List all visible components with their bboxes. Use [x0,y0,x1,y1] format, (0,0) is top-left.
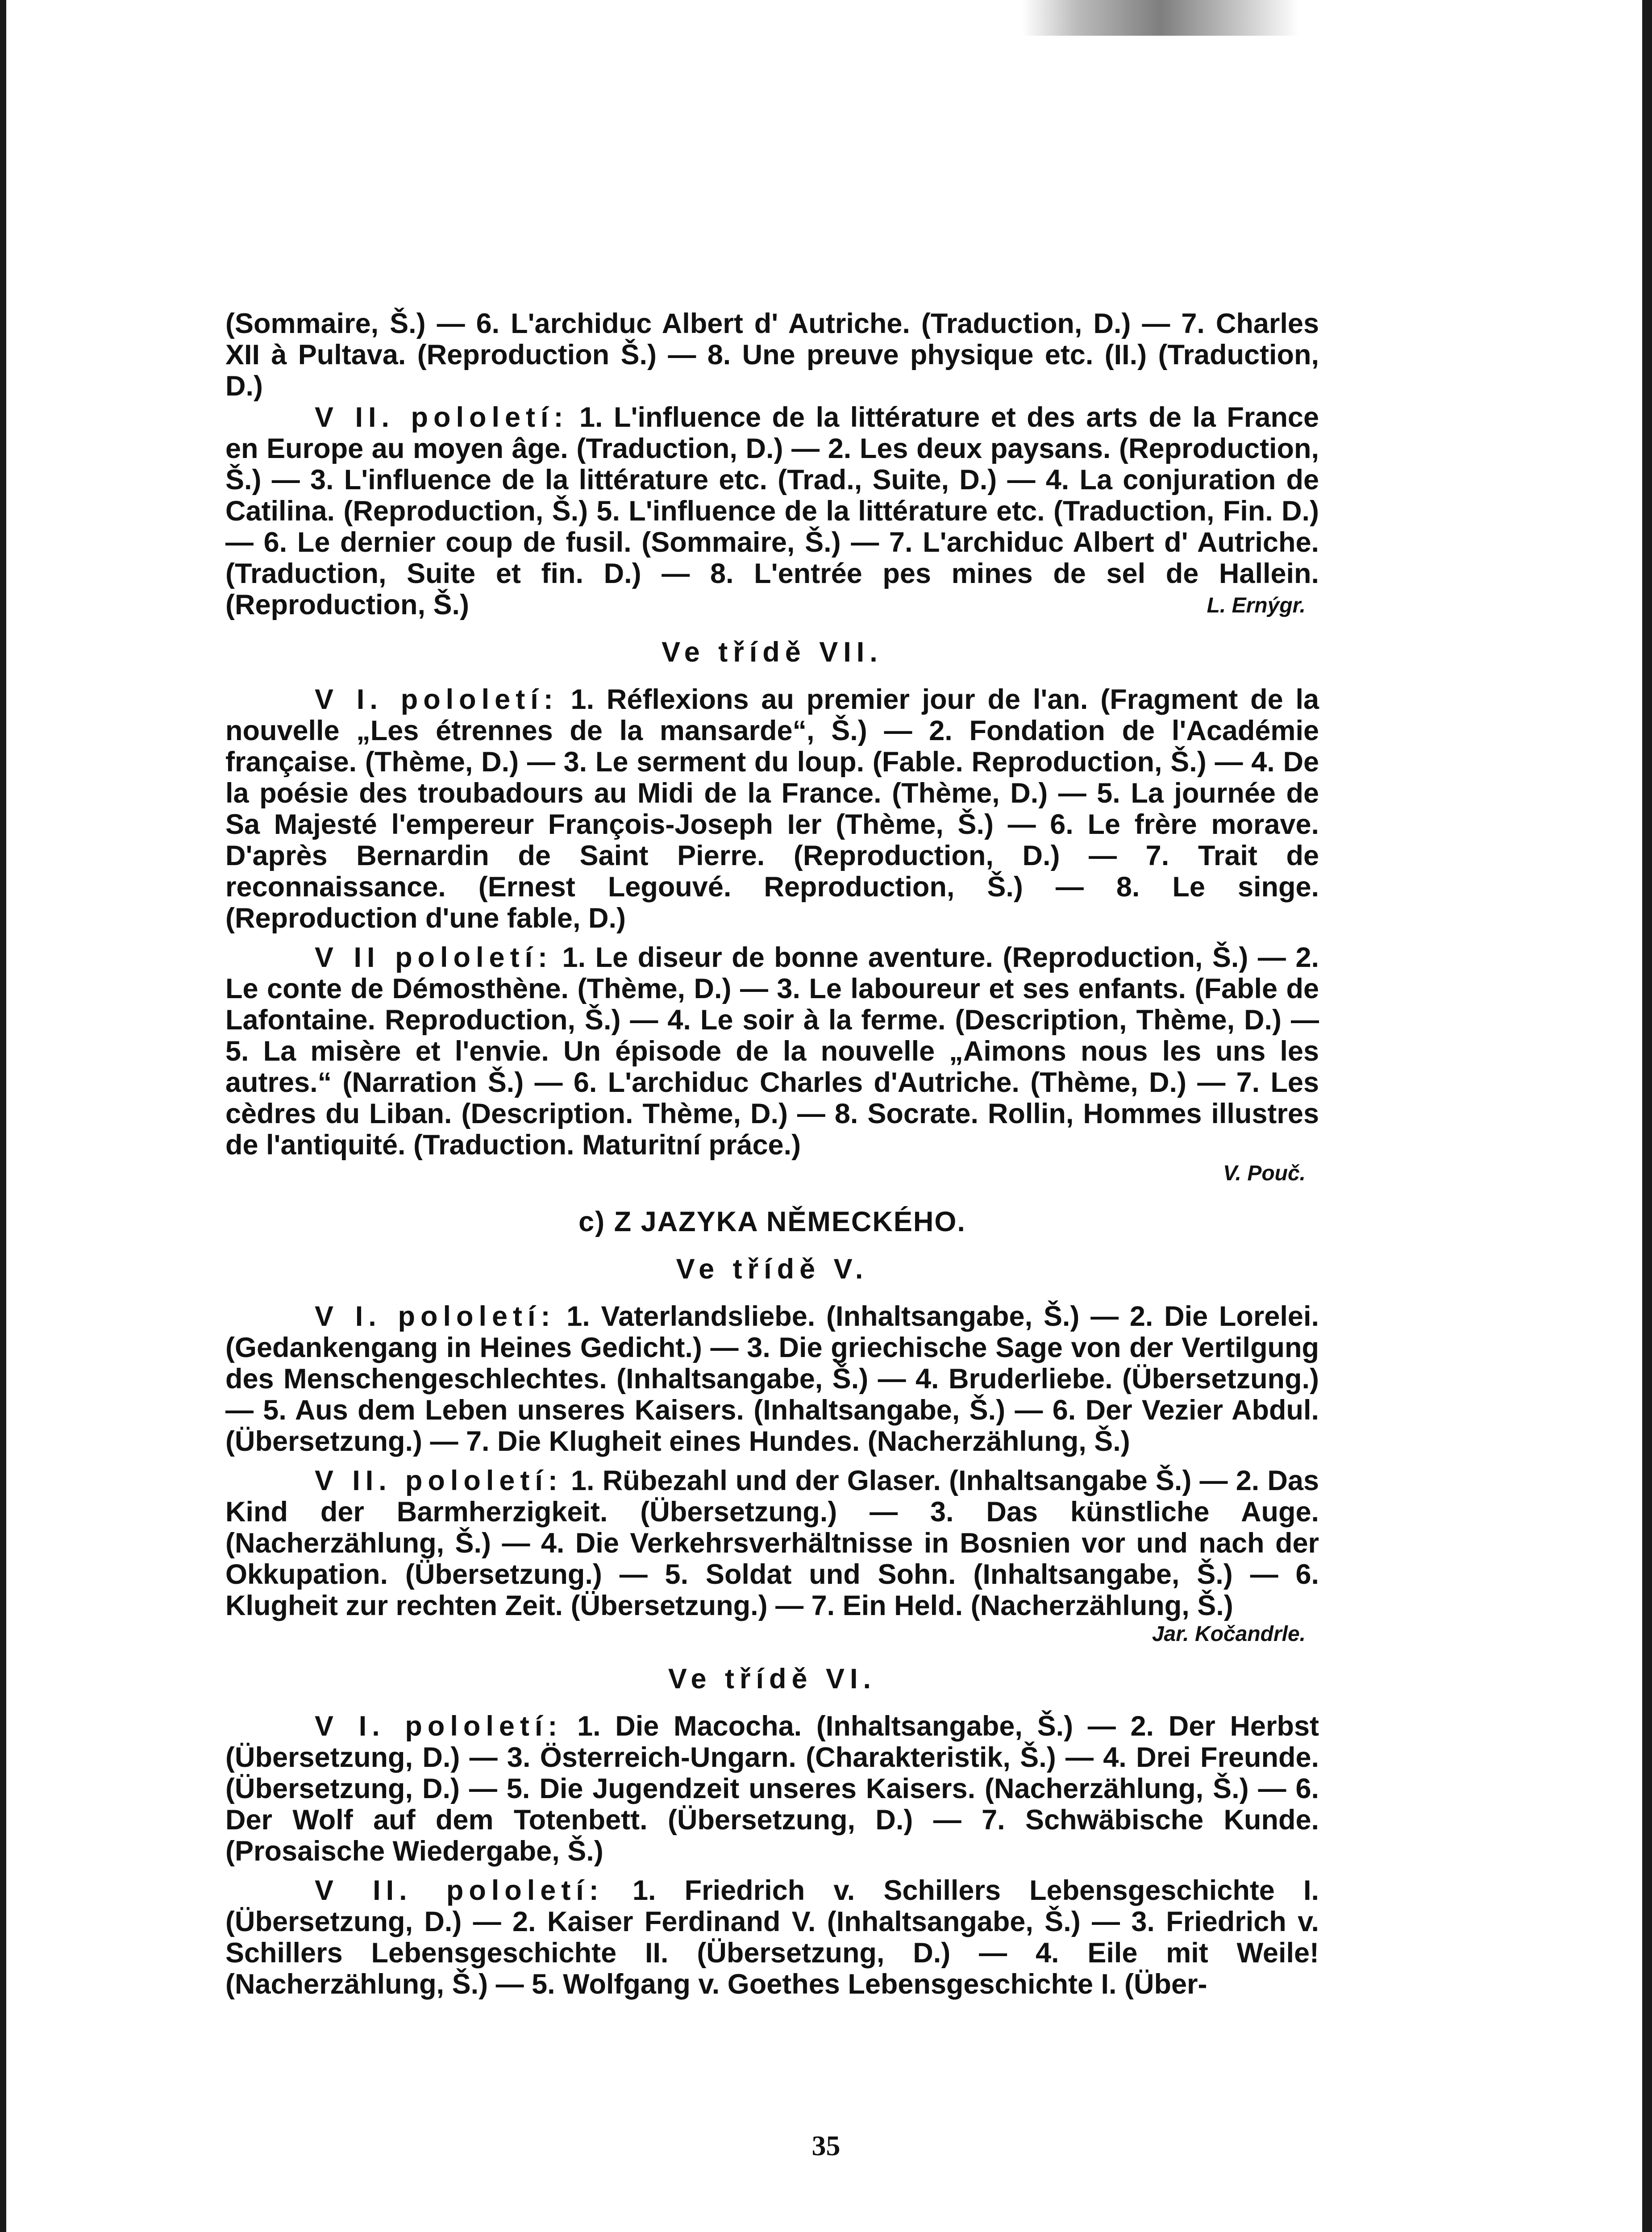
semester-label: V I. pololetí: [315,1711,563,1742]
scan-edge-right [1642,0,1652,2232]
class-heading: Ve třídě VII. [662,637,883,668]
paragraph [225,308,1319,402]
paragraph [225,684,1319,934]
paragraph [225,1875,1319,2000]
paragraph [225,942,1319,1161]
semester-label: V II. pololetí: [315,402,569,433]
semester-label: V II. pololetí: [315,1465,563,1496]
class-heading: Ve třídě VI. [668,1663,877,1695]
paragraph-text: 1. L'influence de la littérature et des arts de la France en Europe au moyen âge. (Traduction, D.) — 2. Les deux paysans. (Reproduction, Š.) — 3. L'influence de la littérature etc. (Trad., Suite, D.) — 4. La conjuration de Catilina. (Reproduction, Š.) 5. L'influence de la littérature etc. (Traduction, Fin. D.) — 6. Le dernier coup de fusil. (Sommaire, Š.) — 7. L'archiduc Albert d' Autriche. (Traduction, Suite et fin. D.) — 8. L'entrée pes mines de sel de Hallein. (Reproduction, Š.) [225,402,1319,620]
paragraph-text: (Sommaire, Š.) — 6. L'archiduc Albert d' Autriche. (Traduction, D.) — 7. Charles XII à Pultava. (Reproduction Š.) — 8. Une preuve physique etc. (II.) (Traduction, D.) [225,308,1319,402]
teacher-signature: L. Ernýgr. [1207,594,1306,617]
paragraph-text: 1. Vaterlandsliebe. (Inhaltsangabe, Š.) — 2. Die Lorelei. (Gedankengang in Heines Gedicht.) — 3. Die griechische Sage von der Vertilgung des Menschengeschlechtes. (Inhaltsangabe, Š.) — 4. Bruderliebe. (Übersetzung.) — 5. Aus dem Leben unseres Kaisers. (Inhaltsangabe, Š.) — 6. Der Vezier Abdul. (Übersetzung.) — 7. Die Klugheit eines Hundes. (Nacherzählung, Š.) [225,1301,1319,1457]
page-text [225,308,1319,2000]
paragraph [225,402,1319,620]
paragraph [225,1301,1319,1457]
semester-label: V II pololetí: [315,942,553,973]
semester-label: V I. pololetí: [315,1301,556,1332]
class-heading: Ve třídě V. [676,1253,869,1285]
paragraph-text: 1. Die Macocha. (Inhaltsangabe, Š.) — 2. Der Herbst (Übersetzung, D.) — 3. Österreich-Ungarn. (Charakteristik, Š.) — 4. Drei Freunde. (Übersetzung, D.) — 5. Die Jugendzeit unseres Kaisers. (Nacherzählung, Š.) — 6. Der Wolf auf dem Totenbett. (Übersetzung, D.) — 7. Schwäbische Kunde. (Prosaische Wiedergabe, Š.) [225,1711,1319,1867]
teacher-signature: V. Pouč. [1223,1162,1306,1185]
teacher-signature: Jar. Kočandrle. [1152,1622,1306,1646]
semester-label: V I. pololetí: [315,684,558,715]
scan-smudge [1022,0,1299,36]
scan-edge-left [0,0,6,2232]
paragraph [225,1711,1319,1867]
paragraph-text: 1. Le diseur de bonne aventure. (Reproduction, Š.) — 2. Le conte de Démosthène. (Thème, D.) — 3. Le laboureur et ses enfants. (Fable de Lafontaine. Reproduction, Š.) — 4. Le soir à la ferme. (Description, Thème, D.) — 5. La misère et l'envie. Un épisode de la nouvelle „Aimons nous les uns les autres.“ (Narration Š.) — 6. L'archiduc Charles d'Autriche. (Thème, D.) — 7. Les cèdres du Liban. (Description. Thème, D.) — 8. Socrate. Rollin, Hommes illustres de l'antiquité. (Traduction. Maturitní práce.) [225,942,1319,1161]
paragraph-text: 1. Rübezahl und der Glaser. (Inhaltsangabe Š.) — 2. Das Kind der Barmherzigkeit. (Übersetzung.) — 3. Das künstliche Auge. (Nacherzählung, Š.) — 4. Die Verkehrsverhältnisse in Bosnien vor und nach der Okkupation. (Übersetzung.) — 5. Soldat und Sohn. (Inhaltsangabe, Š.) — 6. Klugheit zur rechten Zeit. (Übersetzung.) — 7. Ein Held. (Nacherzählung, Š.) [225,1465,1319,1621]
semester-label: V II. pololetí: [315,1875,604,1906]
paragraph-text: 1. Friedrich v. Schillers Lebensgeschichte I. (Übersetzung, D.) — 2. Kaiser Ferdinand V. (Inhaltsangabe, Š.) — 3. Friedrich v. Schillers Lebensgeschichte II. (Übersetzung, D.) — 4. Eile mit Weile! (Nacherzählung, Š.) — 5. Wolfgang v. Goethes Lebensgeschichte I. (Über- [225,1875,1319,2000]
section-heading: c) Z JAZYKA NĚMECKÉHO. [578,1206,966,1237]
paragraph-text: 1. Réflexions au premier jour de l'an. (Fragment de la nouvelle „Les étrennes de la mansarde“, Š.) — 2. Fondation de l'Académie française. (Thème, D.) — 3. Le serment du loup. (Fable. Reproduction, Š.) — 4. De la poésie des troubadours au Midi de la France. (Thème, D.) — 5. La journée de Sa Majesté l'empereur François-Joseph Ier (Thème, Š.) — 6. Le frère morave. D'après Bernardin de Saint Pierre. (Reproduction, D.) — 7. Trait de reconnaissance. (Ernest Legouvé. Reproduction, Š.) — 8. Le singe. (Reproduction d'une fable, D.) [225,684,1319,934]
page-number: 35 [811,2130,841,2161]
paragraph [225,1465,1319,1621]
